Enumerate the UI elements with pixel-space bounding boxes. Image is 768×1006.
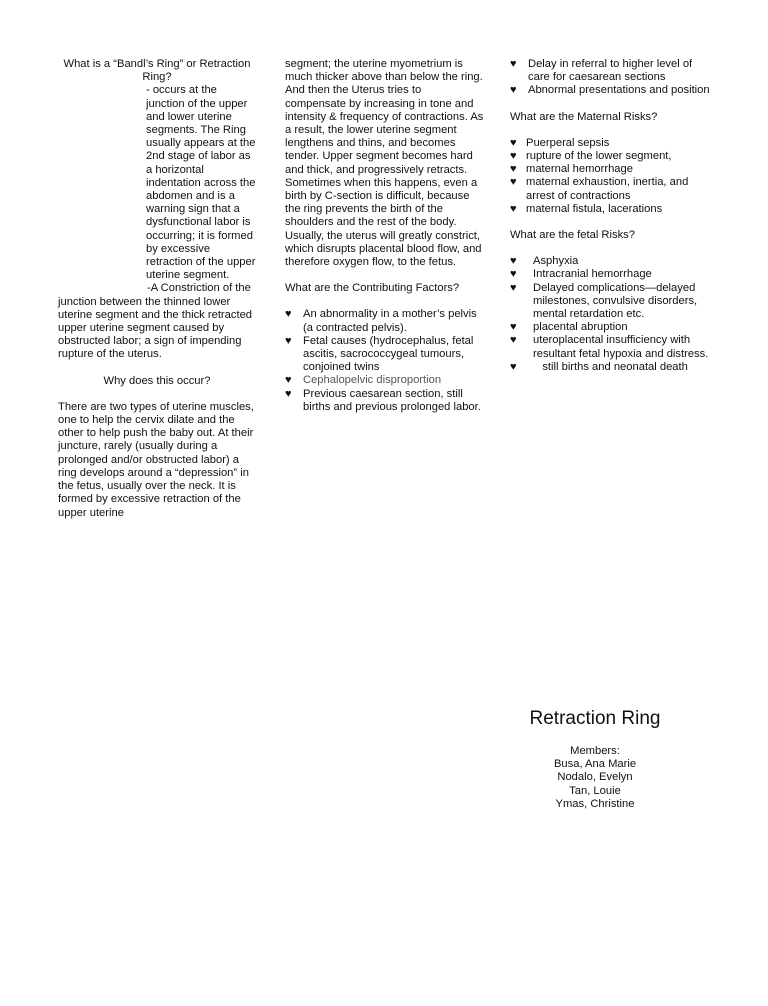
paragraph-definition-2: -A Constriction of the junction between the thinned lower uterine segment and the thick retracted upper uterine segment caused by obstructed labor; a sign of impending rupture of the uterus. bbox=[58, 282, 253, 361]
list-item bbox=[510, 137, 710, 150]
member-name: Tan, Louie bbox=[569, 784, 621, 797]
list-item-text: Fetal causes (hydrocephalus, fetal ascitis, sacrococcygeal tumours, conjoined twins bbox=[303, 334, 474, 374]
heart-icon: ♥ bbox=[510, 84, 517, 97]
list-item-text: Asphyxia bbox=[533, 255, 579, 268]
fetal-risks-list bbox=[510, 255, 710, 374]
heart-icon: ♥ bbox=[510, 136, 517, 149]
column-1 bbox=[58, 58, 256, 520]
heart-icon: ♥ bbox=[510, 268, 517, 281]
heart-icon: ♥ bbox=[285, 374, 292, 387]
member-name: Nodalo, Evelyn bbox=[557, 771, 633, 784]
contributing-factors-list bbox=[285, 308, 485, 414]
list-item-text: Previous caesarean section, still births and previous prolonged labor. bbox=[303, 387, 481, 413]
list-item-text: Intracranial hemorrhage bbox=[533, 268, 652, 281]
document-title: Retraction Ring bbox=[529, 708, 661, 729]
list-item bbox=[510, 282, 710, 322]
list-item bbox=[510, 150, 710, 163]
list-item-text: rupture of the lower segment, bbox=[526, 150, 672, 163]
paragraph-explanation: There are two types of uterine muscles, one to help the cervix dilate and the other to help push the baby out. At their juncture, rarely (usually during a prolonged and/or obstructed labor) a ring develops around a “depression” in the fetus, usually over the neck. It is formed by excessive retraction of the upper uterine bbox=[58, 400, 254, 519]
heart-icon: ♥ bbox=[285, 387, 292, 400]
list-item-text: Puerperal sepsis bbox=[526, 136, 610, 149]
list-item bbox=[285, 374, 485, 387]
list-item bbox=[510, 268, 710, 281]
list-item-text: An abnormality in a mother’s pelvis (a contracted pelvis). bbox=[303, 308, 477, 334]
list-item-text: maternal exhaustion, inertia, and arrest of contractions bbox=[526, 176, 689, 202]
list-item-text: maternal fistula, lacerations bbox=[526, 202, 663, 215]
list-item bbox=[285, 388, 485, 414]
list-item bbox=[510, 176, 710, 202]
column-3 bbox=[510, 58, 710, 374]
list-item bbox=[510, 255, 710, 268]
list-item bbox=[510, 163, 710, 176]
heart-icon: ♥ bbox=[285, 334, 292, 347]
list-item bbox=[285, 335, 485, 375]
maternal-risks-list bbox=[510, 137, 710, 216]
question-fetal-risks: What are the fetal Risks? bbox=[510, 229, 635, 242]
list-item-text: uteroplacental insufficiency with resultant fetal hypoxia and distress. bbox=[533, 334, 709, 360]
heart-icon: ♥ bbox=[510, 321, 517, 334]
members-label: Members: bbox=[570, 745, 620, 757]
heart-icon: ♥ bbox=[285, 308, 292, 321]
list-item bbox=[510, 58, 710, 84]
paragraph-definition-1 bbox=[58, 84, 256, 282]
heart-icon: ♥ bbox=[510, 360, 517, 373]
heart-icon: ♥ bbox=[510, 202, 517, 215]
list-item bbox=[510, 334, 710, 360]
list-item-text: Delayed complications—delayed milestones, convulsive disorders, mental retardation etc. bbox=[533, 281, 698, 321]
list-item bbox=[510, 321, 710, 334]
list-item-text: still births and neonatal death bbox=[533, 360, 688, 373]
list-item bbox=[285, 308, 485, 334]
question-why-occur: Why does this occur? bbox=[103, 374, 211, 387]
member-name: Busa, Ana Marie bbox=[553, 758, 637, 771]
title-block bbox=[510, 707, 680, 811]
paragraph-explanation-cont: segment; the uterine myometrium is much thicker above than below the ring. And then the Uterus tries to compensate by increasing in tone and intensity & frequency of contractions. As a result, the lower uterine segment lengthens and thins, and becomes tender. Upper segment becomes hard and thick, and progressively retracts. Sometimes when this happens, even a birth by C-section is difficult, because the ring prevents the birth of the shoulders and the rest of the body. Usually, the uterus will greatly constrict, which disrupts placental blood flow, and therefore oxygen flow, to the fetus. bbox=[285, 58, 484, 269]
heart-icon: ♥ bbox=[510, 150, 517, 163]
heart-icon: ♥ bbox=[510, 281, 517, 294]
list-item-text: Cephalopelvic disproportion bbox=[303, 374, 442, 387]
column-2 bbox=[285, 58, 485, 414]
member-name: Ymas, Christine bbox=[555, 797, 635, 810]
heart-icon: ♥ bbox=[510, 255, 517, 268]
heart-icon: ♥ bbox=[510, 58, 517, 70]
contributing-factors-list-cont bbox=[510, 58, 710, 98]
heart-icon: ♥ bbox=[510, 334, 517, 347]
list-item-text: Abnormal presentations and position bbox=[528, 84, 710, 97]
list-item-text: Delay in referral to higher level of care for caesarean sections bbox=[528, 58, 693, 84]
question-maternal-risks: What are the Maternal Risks? bbox=[510, 110, 658, 123]
list-item bbox=[510, 84, 710, 97]
list-item-text: maternal hemorrhage bbox=[526, 163, 633, 176]
list-item-text: placental abruption bbox=[533, 321, 628, 334]
question-contributing-factors: What are the Contributing Factors? bbox=[285, 282, 460, 295]
question-what-is-bandls-ring: What is a “Bandl’s Ring” or Retraction Ring? bbox=[63, 58, 251, 84]
paragraph-definition-1-text: - occurs at the junction of the upper and lower uterine segments. The Ring usually appears at the 2nd stage of labor as a horizontal indentation across the abdomen and is a warning sign that a dysfunctional labor is occurring; it is formed by excessive retraction of the upper uterine segment. bbox=[146, 84, 256, 282]
heart-icon: ♥ bbox=[510, 176, 517, 189]
heart-icon: ♥ bbox=[510, 163, 517, 176]
list-item bbox=[510, 361, 710, 374]
list-item bbox=[510, 203, 710, 216]
